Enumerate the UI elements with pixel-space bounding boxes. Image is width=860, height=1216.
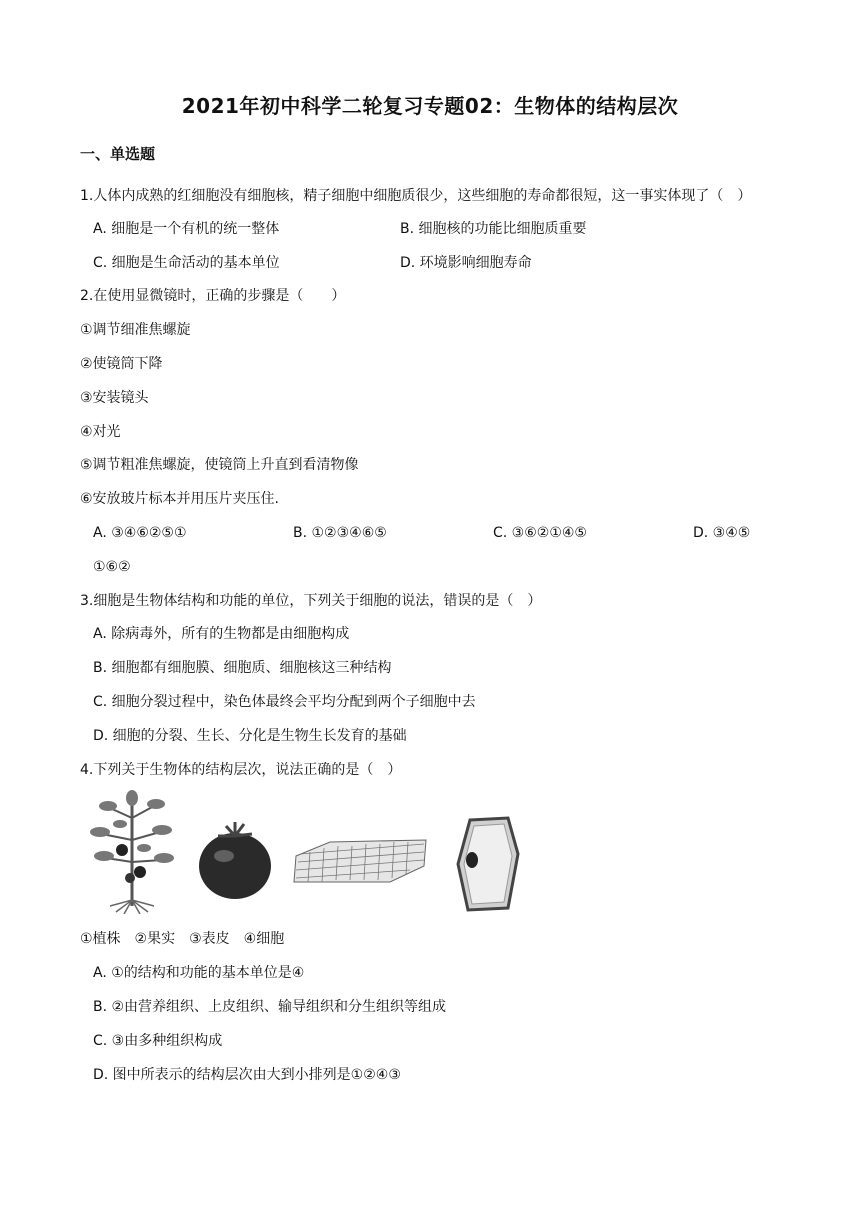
question-3-option-a: A. 除病毒外，所有的生物都是由细胞构成 [93,626,350,642]
question-2-step-3: ③安装镜头 [80,390,149,406]
section-heading: 一、单选题 [80,145,156,163]
question-1-option-d: D. 环境影响细胞寿命 [400,255,532,271]
question-3-stem: 3.细胞是生物体结构和功能的单位，下列关于细胞的说法，错误的是（ ） [80,593,542,609]
question-4-option-d: D. 图中所表示的结构层次由大到小排列是①②④③ [93,1067,401,1083]
question-1-option-b: B. 细胞核的功能比细胞质重要 [400,221,587,237]
question-4-figure-labels: ①植株 ②果实 ③表皮 ④细胞 [80,931,285,947]
question-3-option-b: B. 细胞都有细胞膜、细胞质、细胞核这三种结构 [93,660,392,676]
question-4-option-c: C. ③由多种组织构成 [93,1033,223,1049]
question-4-option-b: B. ②由营养组织、上皮组织、输导组织和分生组织等组成 [93,999,447,1015]
question-1-option-a: A. 细胞是一个有机的统一整体 [93,221,280,237]
question-3-option-d: D. 细胞的分裂、生长、分化是生物生长发育的基础 [93,728,407,744]
question-2-step-5: ⑤调节粗准焦螺旋，使镜筒上升直到看清物像 [80,457,359,473]
question-2-option-d: D. ③④⑤ [693,525,751,541]
plant-illustration [82,788,182,914]
question-2-step-4: ④对光 [80,424,121,440]
question-1-stem: 1.人体内成熟的红细胞没有细胞核，精子细胞中细胞质很少，这些细胞的寿命都很短，这一事实体现了（ ） [80,188,752,204]
question-4-stem: 4.下列关于生物体的结构层次，说法正确的是（ ） [80,762,402,778]
page-title: 2021年初中科学二轮复习专题02：生物体的结构层次 [181,94,679,118]
question-4-figures [82,788,532,916]
question-2-option-a: A. ③④⑥②⑤① [93,525,187,541]
question-2-step-6: ⑥安放玻片标本并用压片夹压住. [80,491,280,507]
question-1-option-c: C. 细胞是生命活动的基本单位 [93,255,280,271]
question-4-option-a: A. ①的结构和功能的基本单位是④ [93,965,305,981]
question-2-option-b: B. ①②③④⑥⑤ [293,525,387,541]
question-2-stem: 2.在使用显微镜时，正确的步骤是（ ） [80,288,346,304]
question-2-option-d-continued: ①⑥② [93,559,131,575]
epidermis-tissue-illustration [290,836,430,886]
tomato-illustration [194,818,276,902]
question-2-step-1: ①调节细准焦螺旋 [80,322,191,338]
question-2-step-2: ②使镜筒下降 [80,356,163,372]
question-3-option-c: C. 细胞分裂过程中，染色体最终会平均分配到两个子细胞中去 [93,694,476,710]
plant-cell-illustration [454,814,524,914]
question-2-option-c: C. ③⑥②①④⑤ [493,525,587,541]
